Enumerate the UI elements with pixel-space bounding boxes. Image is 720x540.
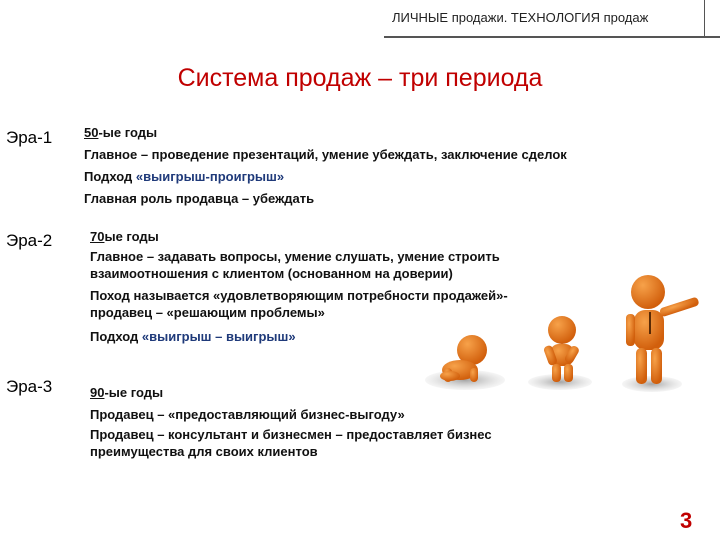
- era-1-line-3: Главная роль продавца – убеждать: [84, 191, 315, 206]
- era-2-line-3-pre: Подход: [90, 329, 142, 344]
- era-3-line-1: Продавец – «предоставляющий бизнес-выгоду»: [90, 407, 405, 422]
- era-2-period: [90, 226, 508, 248]
- era-1-period-number: 50: [84, 125, 99, 140]
- era-2-line-3-accent: «выигрыш – выигрыш»: [141, 329, 296, 344]
- era-1-line-2: [84, 166, 567, 188]
- era-3-period-number: 90: [90, 385, 105, 400]
- child-figure: [543, 316, 580, 382]
- adult-figure: [626, 275, 700, 384]
- page-title: Система продаж – три периода: [177, 64, 543, 92]
- era-3-line-2: [90, 426, 492, 460]
- era-1-period: [84, 122, 567, 144]
- era-1-content: [84, 122, 567, 210]
- header-text: ЛИЧНЫЕ продажи. ТЕХНОЛОГИЯ продаж: [392, 10, 649, 25]
- era-2-period-number: 70: [90, 229, 105, 244]
- era-2-line-2b: продавец – «решающим проблемы»: [90, 305, 325, 320]
- era-2-line-1b: взаимоотношения с клиентом (основанном на доверии): [90, 266, 453, 281]
- era-2-label: Эра-2: [6, 231, 53, 250]
- era-2-line-1a: Главное – задавать вопросы, умение слушать, умение строить: [90, 249, 500, 264]
- era-1-line-2-accent: «выигрыш-проигрыш»: [135, 169, 285, 184]
- era-1-label: Эра-1: [6, 128, 53, 147]
- era-1-line-1: Главное – проведение презентаций, умение убеждать, заключение сделок: [84, 147, 567, 162]
- growth-figures-icon: [420, 260, 720, 410]
- era-2-period-suffix: ые годы: [104, 229, 159, 244]
- era-3-period-suffix: -ые годы: [104, 385, 164, 400]
- era-3-line-2a: Продавец – консультант и бизнесмен – предоставляет бизнес: [90, 427, 492, 442]
- header-rule: [384, 36, 720, 38]
- header-vrule: [704, 0, 705, 36]
- era-1-period-suffix: -ые годы: [98, 125, 158, 140]
- era-3-line-2b: преимущества для своих клиентов: [90, 444, 318, 459]
- era-3-label: Эра-3: [6, 377, 53, 396]
- page-number: 3: [680, 508, 693, 533]
- era-2-line-2a: Поход называется «удовлетворяющим потребности продажей»-: [90, 288, 508, 303]
- era-1-line-2-pre: Подход: [84, 169, 136, 184]
